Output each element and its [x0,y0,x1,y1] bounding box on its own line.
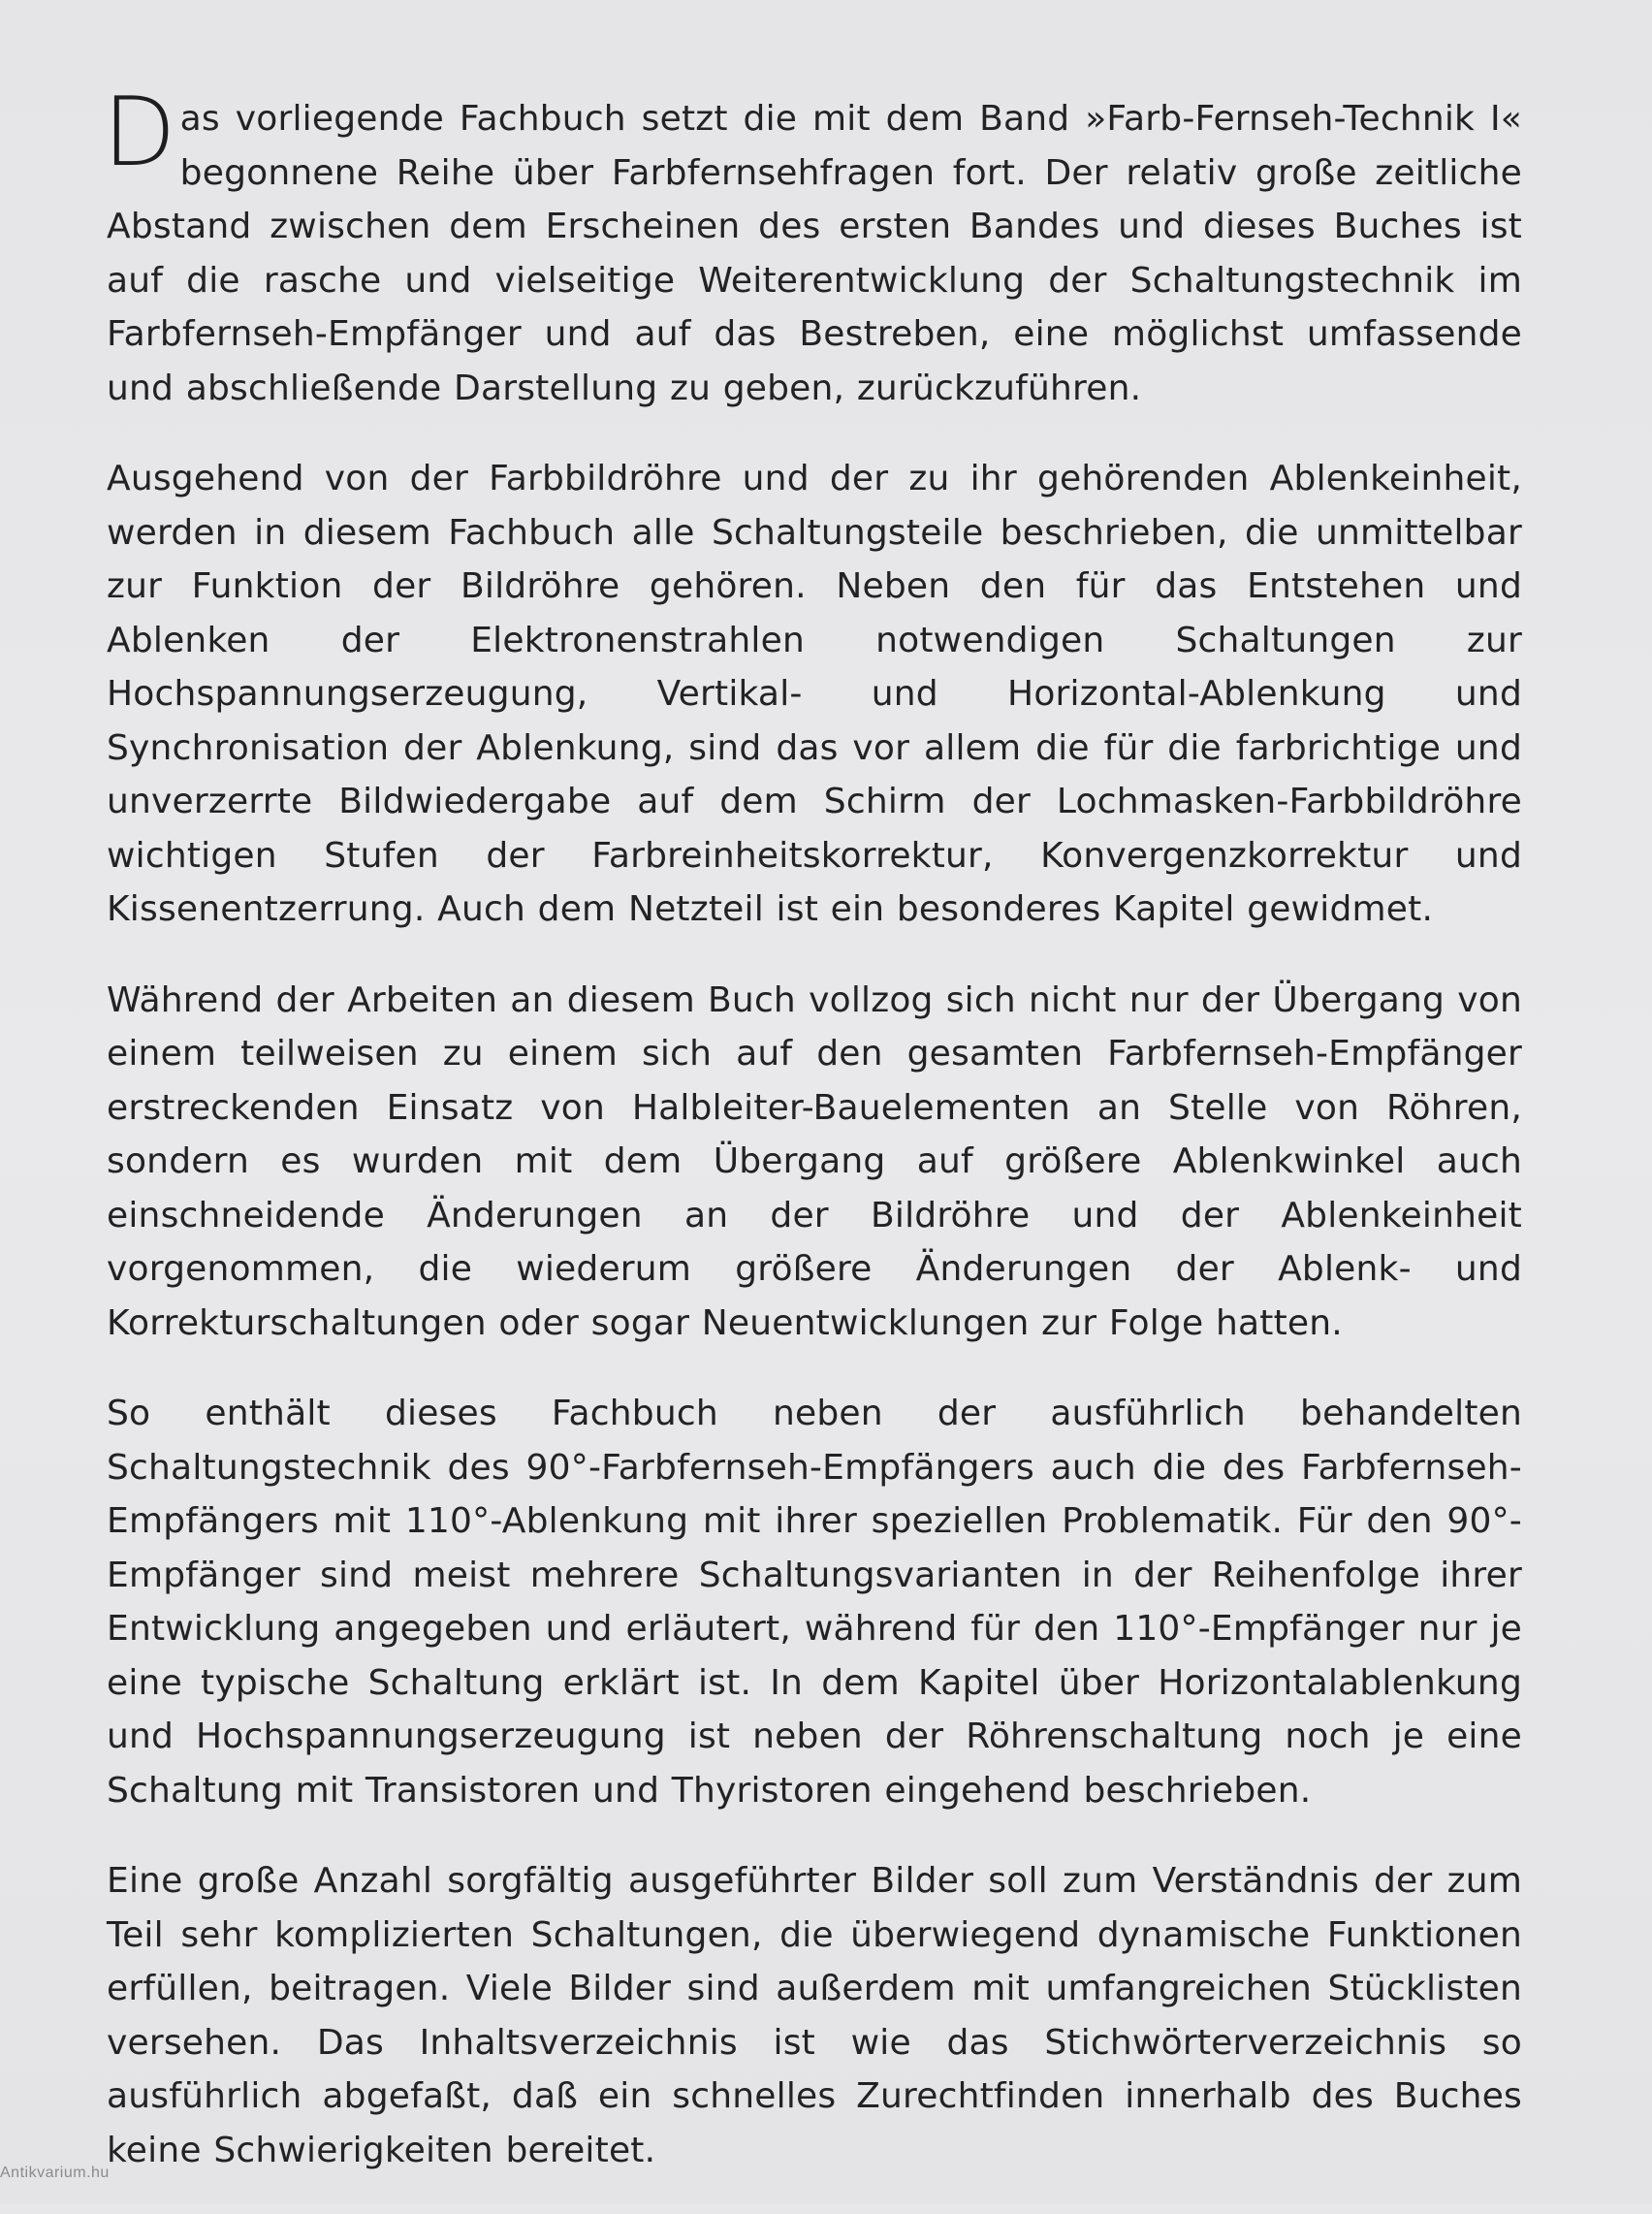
paragraph-1 [103,78,1522,415]
watermark: Antikvarium.hu [0,2165,110,2181]
dropcap-letter: D [103,78,176,188]
paragraph-2: Ausgehend von der Farbbildröhre und der zu ihr gehörenden Ablenkeinheit, werden in diesem Fachbuch alle Schaltungsteile beschrieben, die unmittelbar zur Funktion der Bildröhre gehören. Neben den für das Entstehen und Ablenken der Elektronenstrahlen notwendigen Schaltungen zur Hochspannungserzeugung, Vertikal- und Horizontal-Ablenkung und Synchronisation der Ablenkung, sind das vor allem die für die farbrichtige und unverzerrte Bildwiedergabe auf dem Schirm der Lochmasken-Farbbildröhre wichtigen Stufen der Farbreinheitskorrektur, Konvergenzkorrektur und Kissenentzerrung. Auch dem Netzteil ist ein besonderes Kapitel gewidmet. [107,459,1522,929]
paragraph-1-text: as vorliegende Fachbuch setzt die mit dem Band »Farb-Fernseh-Technik I« begonnene Reihe über Farbfernsehfragen fort. Der relativ große zeitliche Abstand zwischen dem Erscheinen des ersten Bandes und dieses Buches ist auf die rasche und vielseitige Weiterentwicklung der Schaltungstechnik im Farbfernseh-Empfänger und auf das Bestreben, eine möglichst umfassende und abschließende Darstellung zu geben, zurückzuführen. [107,99,1522,408]
paragraph-4: So enthält dieses Fachbuch neben der ausführlich behandelten Schaltungstechnik des 90°-Farbfernseh-Empfängers auch die des Farbfernseh-Empfängers mit 110°-Ablenkung mit ihrer speziellen Problematik. Für den 90°-Empfänger sind meist mehrere Schaltungsvarianten in der Reihenfolge ihrer Entwicklung angegeben und erläutert, während für den 110°-Empfänger nur je eine typische Schaltung erklärt ist. In dem Kapitel über Horizontalablenkung und Hochspannungserzeugung ist neben der Röhrenschaltung noch je eine Schaltung mit Transistoren und Thyristoren eingehend beschrieben. [107,1394,1522,1811]
paragraph-3: Während der Arbeiten an diesem Buch vollzog sich nicht nur der Übergang von einem teilweisen zu einem sich auf den gesamten Farbfernseh-Empfänger erstreckenden Einsatz von Halbleiter-Bauelementen an Stelle von Röhren, sondern es wurden mit dem Übergang auf größere Ablenkwinkel auch einschneidende Änderungen an der Bildröhre und der Ablenkeinheit vorgenommen, die wiederum größere Änderungen der Ablenk- und Korrekturschaltungen oder sogar Neuentwicklungen zur Folge hatten. [107,979,1522,1343]
paragraph-5: Eine große Anzahl sorgfältig ausgeführter Bilder soll zum Verständnis der zum Teil sehr komplizierten Schaltungen, die überwiegend dynamische Funktionen erfüllen, beitragen. Viele Bilder sind außerdem mit umfangreichen Stücklisten versehen. Das Inhaltsverzeichnis ist wie das Stichwörterverzeichnis so ausführlich abgefaßt, daß ein schnelles Zurechtfinden innerhalb des Buches keine Schwierigkeiten bereitet. [107,1861,1522,2170]
preface-text [103,78,1522,2214]
